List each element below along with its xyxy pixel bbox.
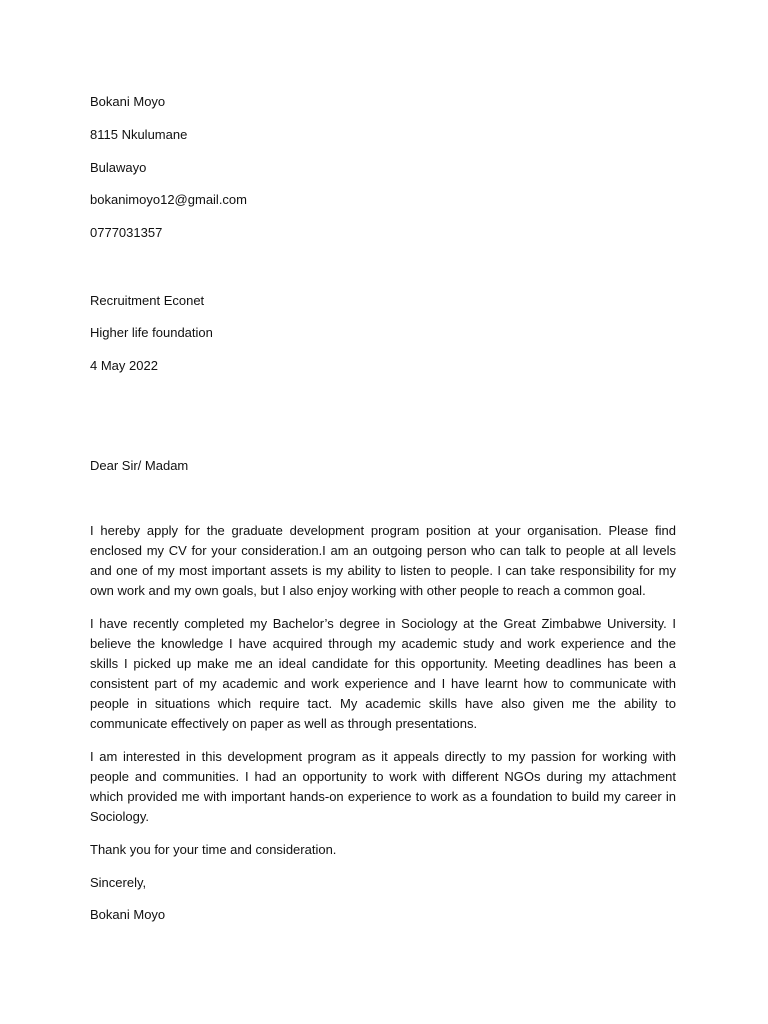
sender-address: 8115 Nkulumane — [90, 127, 188, 142]
sender-city: Bulawayo — [90, 160, 147, 175]
recipient-line-1: Recruitment Econet — [90, 293, 205, 308]
body-paragraph-3: I am interested in this development program as it appeals directly to my passion for working with people and communities. I had an opportunity to work with different NGOs during my attachment which provided me with important hands-on experience to work as a foundation to build my career in Sociology. — [90, 749, 676, 824]
sender-phone: 0777031357 — [90, 225, 163, 240]
letter-date: 4 May 2022 — [90, 358, 158, 373]
closing: Sincerely, — [90, 875, 147, 890]
body-paragraph-1: I hereby apply for the graduate development program position at your organisation. Please find enclosed my CV for your consideration.I am an outgoing person who can talk to people at all levels and one of my most important assets is my ability to listen to people. I can take responsibility for my own work and my own goals, but I also enjoy working with other people to reach a common goal. — [90, 523, 676, 598]
sender-name: Bokani Moyo — [90, 94, 166, 109]
sender-email: bokanimoyo12@gmail.com — [90, 192, 247, 207]
body-paragraph-4: Thank you for your time and consideration. — [90, 842, 337, 857]
salutation: Dear Sir/ Madam — [90, 458, 189, 473]
body-paragraph-2: I have recently completed my Bachelor’s degree in Sociology at the Great Zimbabwe University. I believe the knowledge I have acquired through my academic study and work experience and the skills I picked up make me an ideal candidate for this opportunity. Meeting deadlines has been a consistent part of my academic and work experience and I have learnt how to communicate with people in situations which require tact. My academic skills have also given me the ability to communicate effectively on paper as well as through presentations. — [90, 616, 676, 731]
recipient-line-2: Higher life foundation — [90, 325, 213, 340]
signature: Bokani Moyo — [90, 907, 166, 922]
